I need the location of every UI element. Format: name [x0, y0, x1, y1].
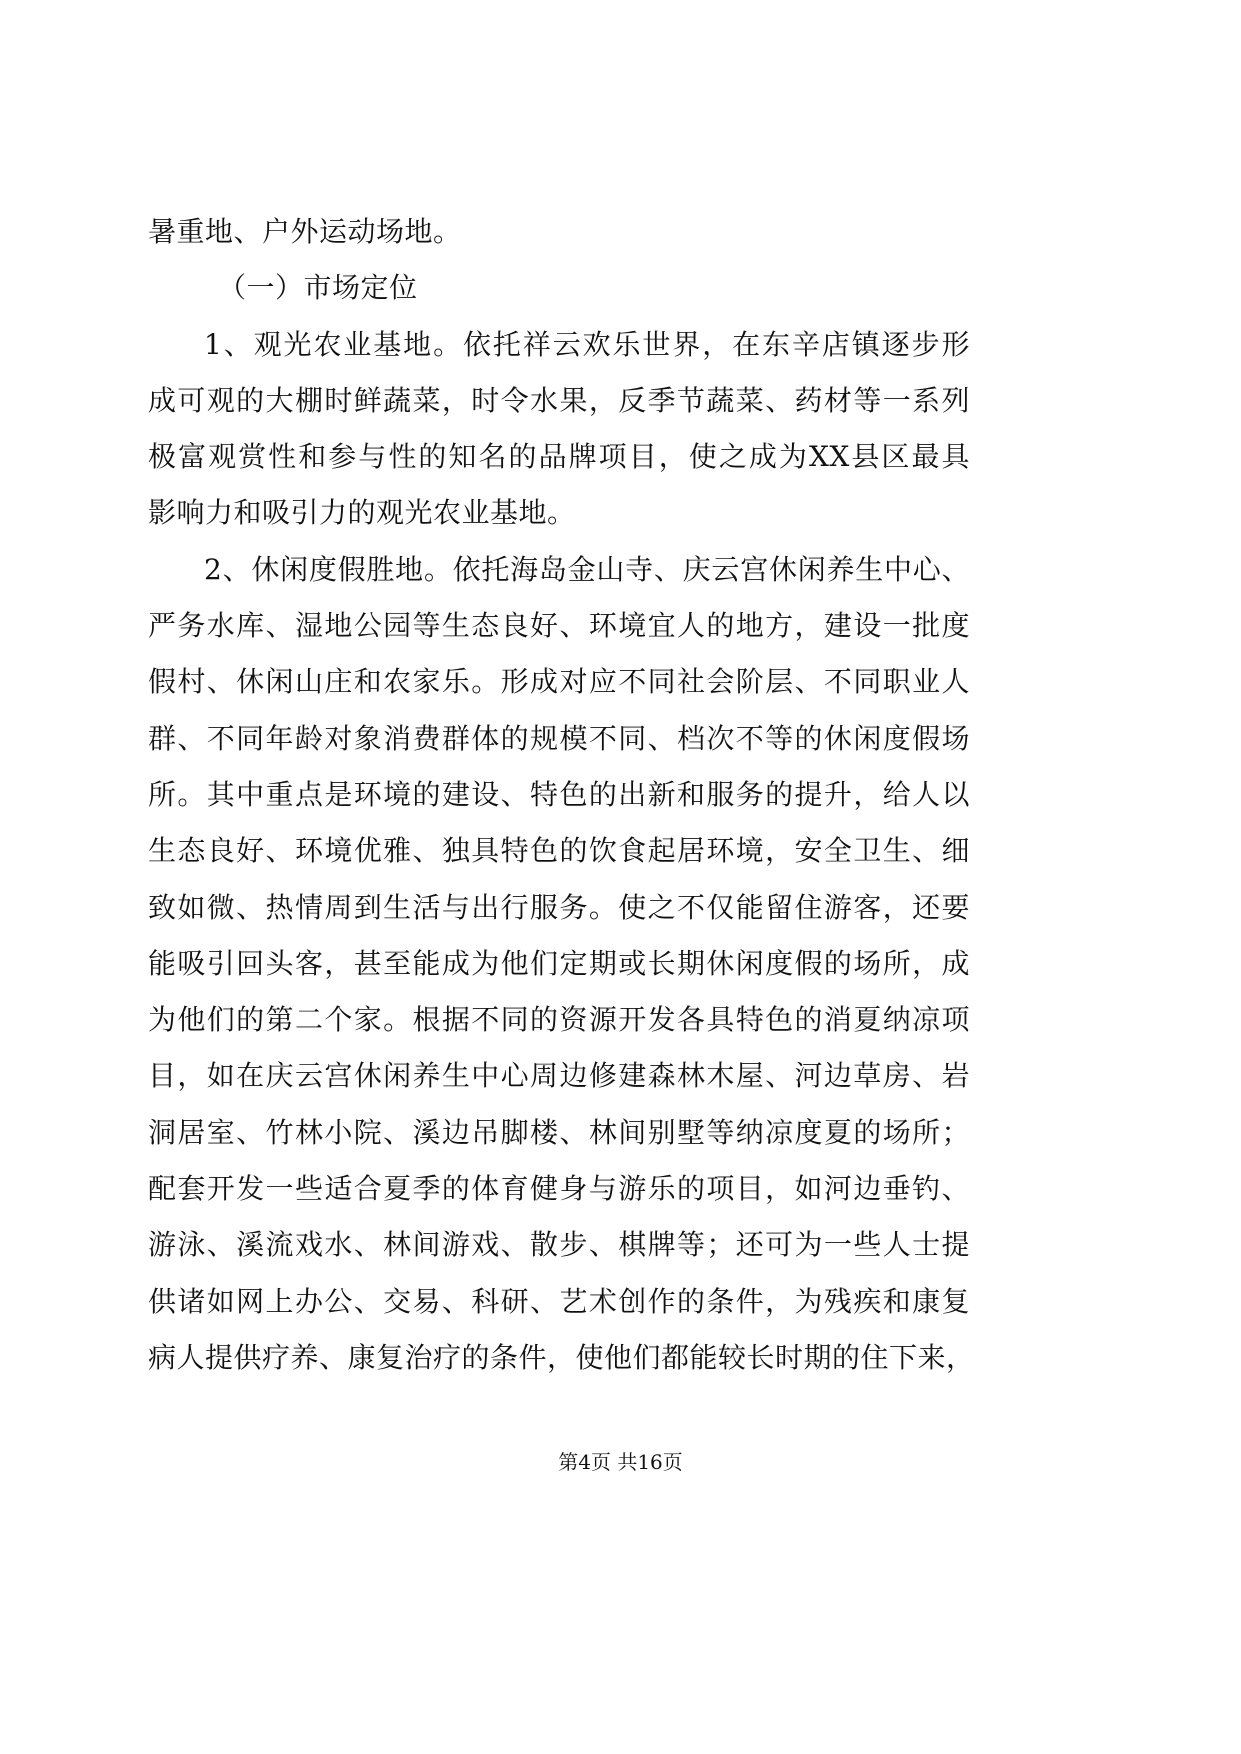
section-heading: （一）市场定位	[218, 271, 418, 305]
text-line: 严务水库、湿地公园等生态良好、环境宜人的地方，建设一批度	[148, 609, 970, 643]
text-line: 2、休闲度假胜地。依托海岛金山寺、庆云宫休闲养生中心、	[204, 552, 970, 586]
text-line: 假村、休闲山庄和农家乐。形成对应不同社会阶层、不同职业人	[148, 665, 970, 699]
page-number-footer: 第4页 共16页	[558, 1450, 683, 1474]
text-line: 洞居室、竹林小院、溪边吊脚楼、林间别墅等纳凉度夏的场所；	[148, 1115, 970, 1149]
text-line: 成可观的大棚时鲜蔬菜，时令水果，反季节蔬菜、药材等一系列	[148, 383, 970, 417]
text-line: 1、观光农业基地。依托祥云欢乐世界，在东辛店镇逐步形	[204, 327, 970, 361]
document-body	[148, 212, 975, 1394]
text-line: 极富观赏性和参与性的知名的品牌项目，使之成为XX县区最具	[148, 440, 970, 474]
text-line: 暑重地、户外运动场地。	[148, 215, 462, 248]
text-line: 为他们的第二个家。根据不同的资源开发各具特色的消夏纳凉项	[148, 1003, 970, 1037]
text-line: 配套开发一些适合夏季的体育健身与游乐的项目，如河边垂钓、	[148, 1172, 970, 1206]
text-line: 病人提供疗养、康复治疗的条件，使他们都能较长时期的住下来，	[148, 1340, 975, 1374]
text-line: 供诸如网上办公、交易、科研、艺术创作的条件，为残疾和康复	[148, 1284, 970, 1318]
text-line: 所。其中重点是环境的建设、特色的出新和服务的提升，给人以	[148, 777, 970, 811]
text-line: 目，如在庆云宫休闲养生中心周边修建森林木屋、河边草房、岩	[148, 1059, 970, 1093]
text-line: 能吸引回头客，甚至能成为他们定期或长期休闲度假的场所，成	[148, 946, 970, 980]
text-line: 生态良好、环境优雅、独具特色的饮食起居环境，安全卫生、细	[148, 834, 970, 868]
text-line: 致如微、热情周到生活与出行服务。使之不仅能留住游客，还要	[148, 890, 970, 924]
text-line: 影响力和吸引力的观光农业基地。	[148, 496, 576, 530]
text-line: 群、不同年龄对象消费群体的规模不同、档次不等的休闲度假场	[148, 721, 970, 755]
text-line: 游泳、溪流戏水、林间游戏、散步、棋牌等；还可为一些人士提	[148, 1228, 970, 1262]
